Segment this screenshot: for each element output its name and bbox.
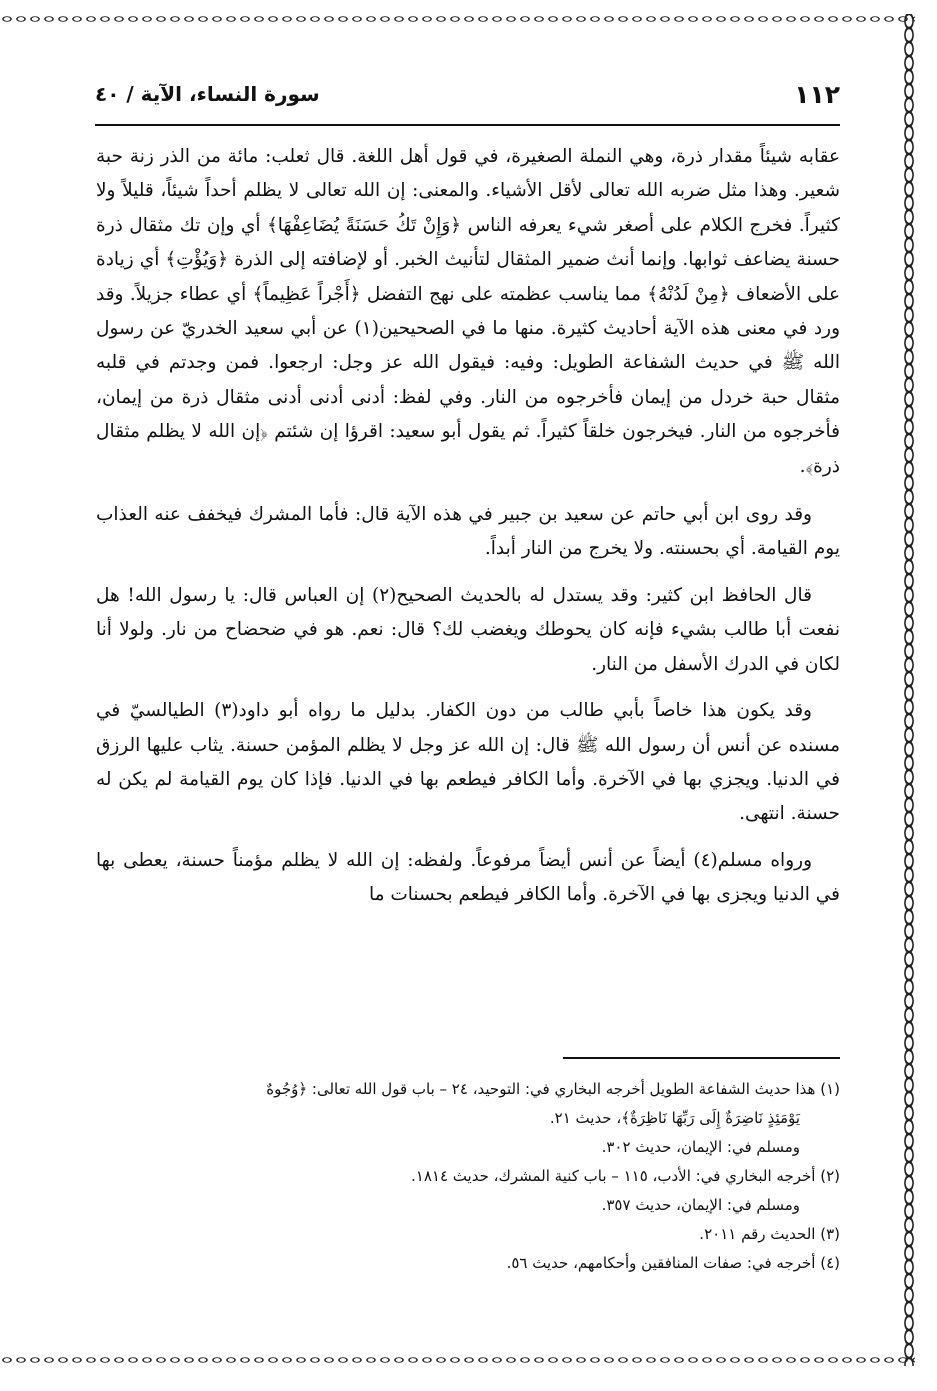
header-rule <box>95 124 840 126</box>
footnote-line: (١) هذا حديث الشفاعة الطويل أخرجه البخاري في: التوحيد، ٢٤ – باب قول الله تعالى: ﴿وُجُوهٌ <box>266 1080 840 1098</box>
footnote-line: (٤) أخرجه في: صفات المنافقين وأحكامهم، حديث ٥٦. <box>506 1254 840 1272</box>
paragraph: ورواه مسلم(٤) أيضاً عن أنس أيضاً مرفوعاً. ولفظه: إن الله لا يظلم مؤمناً حسنة، يعطى بها في الدنيا ويجزى بها في الآخرة. وأما الكافر فيطعم بحسنات ما <box>96 849 840 906</box>
footnote-line: ومسلم في: الإيمان، حديث ٣٥٧. <box>601 1196 800 1214</box>
paragraph: عقابه شيئاً مقدار ذرة، وهي النملة الصغيرة، في قول أهل اللغة. قال ثعلب: مائة من الذر زنة حبة شعير. وهذا مثل ضربه الله تعالى لأقل الأشياء. والمعنى: إن الله تعالى لا يظلم أحداً شيئاً، قليلاً ولا كثيراً. فخرج الكلام على أصغر شيء يعرفه الناس ﴿وَإِنْ تَكُ حَسَنَةً يُضَاعِفْهَا﴾ أي وإن تك مثقال ذرة حسنة يضاعف ثوابها. وإنما أنث ضمير المثقال لتأنيث الخبر. أو لإضافته إلى الذرة ﴿وَيُؤْتِ﴾ أي زيادة على الأضعاف ﴿مِنْ لَدُنْهُ﴾ مما يناسب عظمته على نهج التفضل ﴿أَجْراً عَظِيماً﴾ أي عطاء جزيلاً. وقد ورد في معنى هذه الآية أحاديث كثيرة. منها ما في الصحيحين(١) عن أبي سعيد الخدريّ عن رسول الله ﷺ في حديث الشفاعة الطويل: وفيه: فيقول الله عز وجل: ارجعوا. فمن وجدتم في قلبه مثقال حبة خردل من إيمان فأخرجوه من النار. وفي لفظ: أدنى أدنى أدنى مثقال ذرة من إيمان، فأخرجوه من النار. فيخرجون خلقاً كثيراً. ثم يقول أبو سعيد: اقرؤا إن شئتم ﴿إن الله لا يظلم مثقال ذرة﴾. <box>96 146 840 477</box>
paragraph: وقد روى ابن أبي حاتم عن سعيد بن جبير في هذه الآية قال: فأما المشرك فيخفف عنه العذاب يوم القيامة. أي بحسنته. ولا يخرج من النار أبداً. <box>96 504 840 560</box>
paragraph: قال الحافظ ابن كثير: وقد يستدل له بالحديث الصحيح(٢) إن العباس قال: يا رسول الله! هل نفعت أبا طالب بشيء فإنه كان يحوطك ويغضب لك؟ قال: نعم. هو في ضحضاح من نار. ولولا أنا لكان في الدرك الأسفل من النار. <box>96 584 840 675</box>
footnotes <box>96 1075 840 1278</box>
decorative-border-right <box>903 14 915 1366</box>
main-text <box>96 140 840 925</box>
footnote-rule <box>563 1057 840 1059</box>
footnote-line: (٢) أخرجه البخاري في: الأدب، ١١٥ – باب كنية المشرك، حديث ١٨١٤. <box>411 1167 840 1185</box>
running-title: سورة النساء، الآية / ٤٠ <box>95 82 320 106</box>
decorative-border-bottom <box>0 1355 915 1365</box>
page-header <box>95 80 840 120</box>
footnote-line: (٣) الحديث رقم ٢٠١١. <box>699 1225 840 1243</box>
footnote-line: ومسلم في: الإيمان، حديث ٣٠٢. <box>601 1138 800 1156</box>
footnote-line: يَوْمَئِذٍ نَاضِرَةٌ إِلَى رَبِّهَا نَاظِرَةٌ﴾، حديث ٢١. <box>549 1109 800 1127</box>
paragraph: وقد يكون هذا خاصاً بأبي طالب من دون الكفار. بدليل ما رواه أبو داود(٣) الطيالسيّ في مسنده عن أنس أن رسول الله ﷺ قال: إن الله عز وجل لا يظلم المؤمن حسنة. يثاب عليها الرزق في الدنيا. ويجزي بها في الآخرة. وأما الكافر فيطعم بها في الدنيا. فإذا كان يوم القيامة لم يكن له حسنة. انتهى. <box>96 700 840 825</box>
decorative-border-top <box>0 14 915 24</box>
page-number: ١١٢ <box>794 80 840 109</box>
